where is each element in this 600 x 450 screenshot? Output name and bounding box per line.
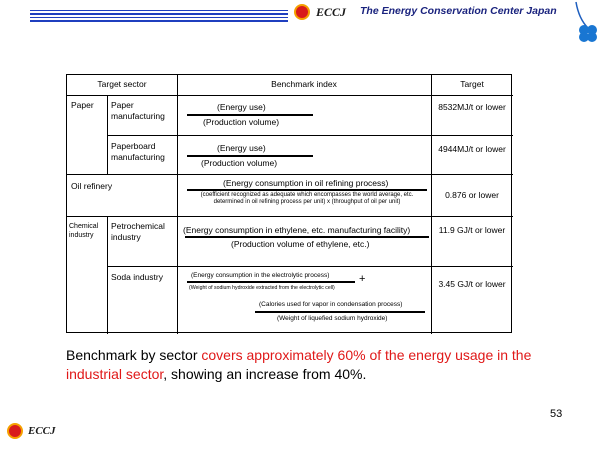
subsector-petrochemical-industry: Petrochemical industry <box>111 221 165 242</box>
formula-numerator: (Calories used for vapor in condensation process) <box>259 301 403 308</box>
formula-denominator: (Weight of sodium hydroxide extracted from the electrolytic cell) <box>189 285 335 291</box>
formula-denominator: (Production volume) <box>203 117 280 127</box>
formula-denominator: (Production volume) <box>201 158 278 168</box>
plus-sign: + <box>359 273 366 285</box>
sector-chemical-industry: Chemical industry <box>69 223 99 239</box>
formula-numerator: (Energy use) <box>217 102 266 112</box>
eccj-footer-logo-icon <box>7 423 23 439</box>
summary-text <box>66 346 546 384</box>
formula-numerator: (Energy consumption in oil refining process) <box>223 178 389 188</box>
formula-denominator: (coefficient recognized as adequate which encompasses the world average, etc. determined in oil refining process per unit) x (throughput of oil per unit) <box>200 192 414 205</box>
target-soda: 3.45 GJ/t or lower <box>438 279 506 289</box>
sector-paper: Paper <box>71 100 94 110</box>
sector-oil-refinery: Oil refinery <box>71 181 113 191</box>
target-oil-refinery: 0.876 or lower <box>445 190 499 200</box>
header-benchmark-index: Benchmark index <box>271 79 337 89</box>
clover-icon <box>570 0 600 45</box>
target-paperboard: 4944MJ/t or lower <box>438 144 506 154</box>
header-rule <box>30 10 288 18</box>
subsector-paper-manufacturing: Paper manufacturing <box>111 100 165 121</box>
eccj-logo-icon <box>294 4 310 20</box>
organization-name: The Energy Conservation Center Japan <box>360 5 557 17</box>
formula-denominator: (Production volume of ethylene, etc.) <box>231 239 370 249</box>
benchmark-table <box>66 74 512 333</box>
summary-part1: Benchmark by sector <box>66 347 202 363</box>
header-target: Target <box>460 79 484 89</box>
target-paper: 8532MJ/t or lower <box>438 102 506 112</box>
header-logo-text: ECCJ <box>316 5 347 19</box>
formula-numerator: (Energy use) <box>217 143 266 153</box>
formula-numerator: (Energy consumption in the electrolytic process) <box>191 272 330 279</box>
footer-logo-text: ECCJ <box>28 425 56 437</box>
page-number: 53 <box>550 408 563 420</box>
formula-denominator: (Weight of liquefied sodium hydroxide) <box>277 315 388 322</box>
summary-highlight: covers approximately 60% of the energy usage in the industrial sector <box>66 347 532 382</box>
header-target-sector: Target sector <box>97 79 147 89</box>
formula-numerator: (Energy consumption in ethylene, etc. manufacturing facility) <box>183 225 411 235</box>
subsector-paperboard-manufacturing: Paperboard manufacturing <box>111 141 165 162</box>
target-petrochemical: 11.9 GJ/t or lower <box>438 225 506 235</box>
subsector-soda-industry: Soda industry <box>111 272 163 282</box>
summary-part3: , showing an increase from 40%. <box>163 366 367 382</box>
